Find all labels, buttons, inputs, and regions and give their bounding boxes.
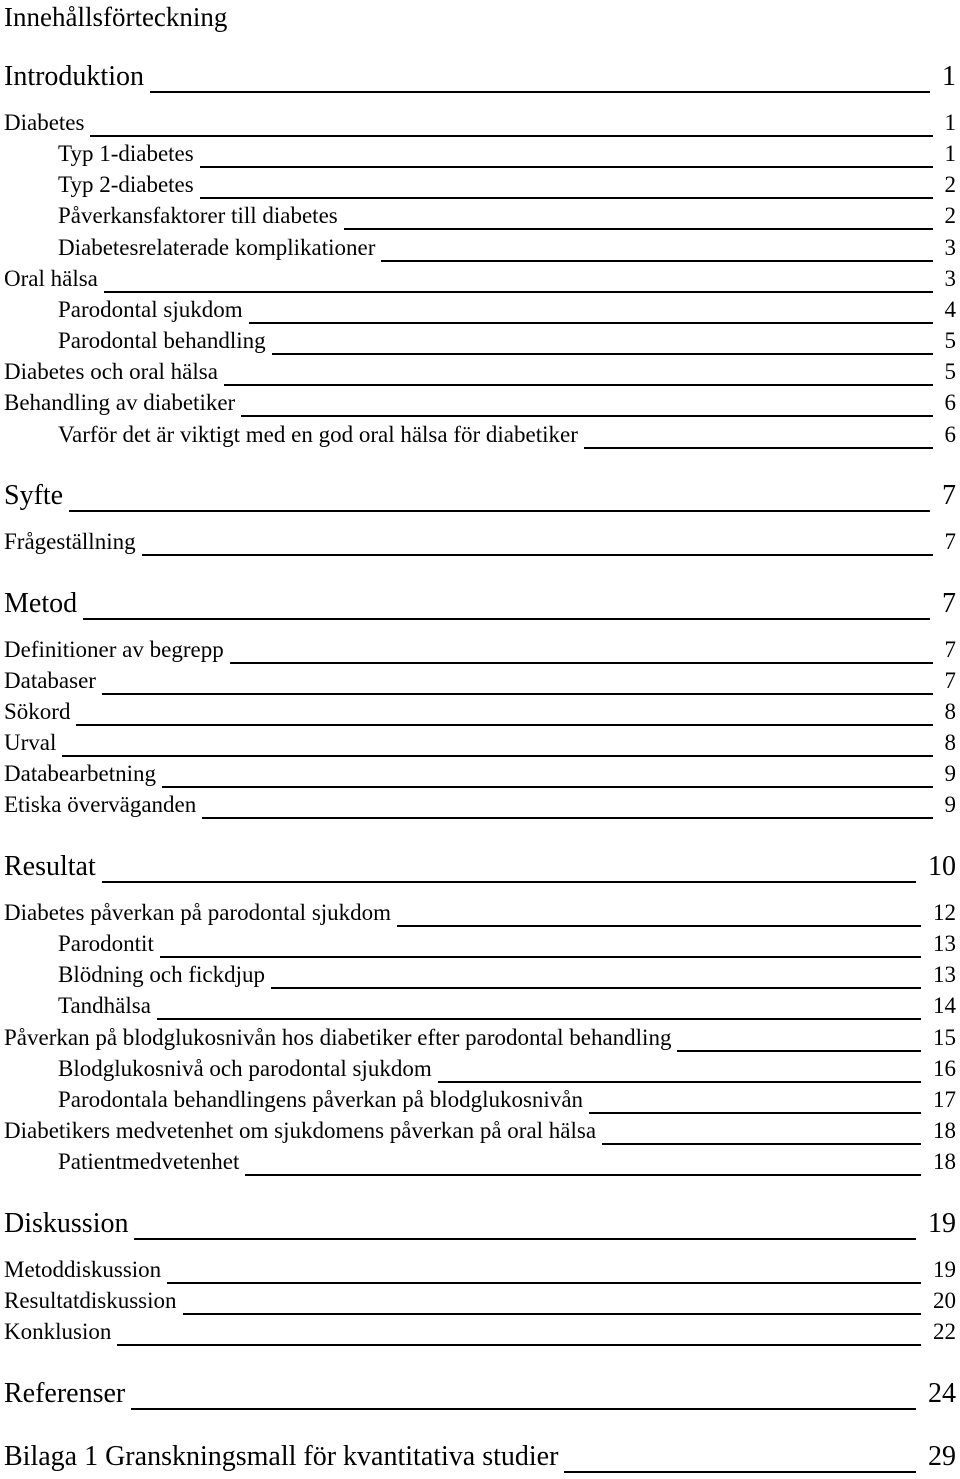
toc-entry-label: Diabetes och oral hälsa	[4, 359, 218, 384]
toc-entry[interactable]	[0, 172, 960, 203]
toc-entry-label: Diabetesrelaterade komplikationer	[58, 235, 376, 260]
toc-leader-line	[589, 1112, 921, 1114]
toc-entry-label: Bilaga 1 Granskningsmall för kvantitativa studier	[4, 1441, 559, 1472]
toc-entry-label: Diabetes	[4, 110, 85, 135]
toc-entry-page-number: 16	[933, 1056, 956, 1081]
toc-entry-page-number: 18	[933, 1118, 956, 1143]
toc-entry-label: Metoddiskussion	[4, 1257, 162, 1282]
toc-entry-label: Metod	[4, 588, 78, 619]
toc-entry-label: Påverkan på blodglukosnivån hos diabetiker efter parodontal behandling	[4, 1025, 672, 1050]
toc-leader-line	[200, 197, 933, 199]
toc-entry-label: Etiska överväganden	[4, 792, 197, 817]
toc-entry-label: Resultatdiskussion	[4, 1288, 177, 1313]
toc-entry-label: Blodglukosnivå och parodontal sjukdom	[58, 1056, 432, 1081]
toc-entry-label: Parodontala behandlingens påverkan på blodglukosnivån	[58, 1087, 584, 1112]
toc-entry-page-number: 4	[944, 297, 956, 322]
toc-leader-line	[438, 1081, 921, 1083]
toc-leader-line	[117, 1344, 921, 1346]
toc-entry-page-number: 19	[928, 1208, 956, 1239]
toc-leader-line	[230, 662, 933, 664]
toc-entry-label: Blödning och fickdjup	[58, 962, 265, 987]
toc-entry[interactable]	[0, 529, 960, 560]
toc-entry[interactable]	[0, 931, 960, 962]
toc-leader-line	[202, 817, 932, 819]
toc-entry[interactable]	[0, 699, 960, 730]
toc-entry-page-number: 5	[944, 328, 956, 353]
toc-leader-line	[183, 1313, 921, 1315]
toc-entry-page-number: 3	[944, 235, 956, 260]
toc-entry-label: Urval	[4, 730, 57, 755]
toc-entry[interactable]	[0, 328, 960, 359]
toc-entry-label: Resultat	[4, 851, 96, 882]
toc-leader-line	[160, 956, 921, 958]
toc-leader-line	[157, 1018, 921, 1020]
toc-entry[interactable]	[0, 761, 960, 792]
toc-leader-line	[69, 510, 930, 512]
toc-entry[interactable]	[0, 993, 960, 1024]
toc-leader-line	[90, 135, 932, 137]
toc-entry-page-number: 24	[928, 1378, 956, 1409]
toc-entry-label: Diabetes påverkan på parodontal sjukdom	[4, 900, 392, 925]
toc-leader-line	[83, 618, 930, 620]
toc-leader-line	[131, 1408, 916, 1410]
toc-leader-line	[150, 91, 930, 93]
toc-entry-label: Typ 2-diabetes	[58, 172, 194, 197]
toc-entry[interactable]	[0, 203, 960, 234]
toc-entry-page-number: 6	[944, 422, 956, 447]
toc-entry[interactable]	[0, 588, 960, 626]
toc-entry[interactable]	[0, 266, 960, 297]
toc-entry-label: Varför det är viktigt med en god oral hälsa för diabetiker	[58, 422, 578, 447]
toc-entry-page-number: 9	[944, 792, 956, 817]
toc-entry-page-number: 9	[944, 761, 956, 786]
toc-entry-label: Databaser	[4, 668, 96, 693]
toc-entry[interactable]	[0, 141, 960, 172]
toc-entry[interactable]	[0, 1378, 960, 1416]
toc-entry-page-number: 19	[933, 1257, 956, 1282]
toc-entry-page-number: 7	[942, 480, 956, 511]
toc-entry-page-number: 29	[928, 1441, 956, 1472]
toc-entry-label: Behandling av diabetiker	[4, 390, 236, 415]
toc-leader-line	[134, 1238, 916, 1240]
toc-leader-line	[224, 384, 933, 386]
toc-leader-line	[249, 322, 933, 324]
toc-entry-label: Parodontit	[58, 931, 154, 956]
toc-entry-page-number: 10	[928, 851, 956, 882]
toc-entry[interactable]	[0, 851, 960, 889]
toc-entry-label: Frågeställning	[4, 529, 136, 554]
toc-entry[interactable]	[0, 61, 960, 99]
toc-leader-line	[344, 228, 933, 230]
toc-entry-page-number: 14	[933, 993, 956, 1018]
toc-entry-label: Diskussion	[4, 1208, 129, 1239]
toc-entry[interactable]	[0, 637, 960, 668]
toc-entry-label: Parodontal sjukdom	[58, 297, 243, 322]
toc-entry-page-number: 7	[942, 588, 956, 619]
toc-leader-line	[142, 554, 933, 556]
toc-entry-page-number: 12	[933, 900, 956, 925]
toc-leader-line	[102, 881, 916, 883]
toc-entry[interactable]	[0, 1056, 960, 1087]
toc-entry[interactable]	[0, 1441, 960, 1479]
toc-entry-page-number: 22	[933, 1319, 956, 1344]
toc-entry[interactable]	[0, 422, 960, 453]
toc-leader-line	[76, 724, 932, 726]
toc-entry-page-number: 2	[944, 172, 956, 197]
toc-entry[interactable]	[0, 110, 960, 141]
toc-entry[interactable]	[0, 1319, 960, 1350]
toc-title: Innehållsförteckning	[4, 2, 228, 32]
toc-entry-label: Syfte	[4, 480, 64, 511]
toc-leader-line	[272, 353, 933, 355]
toc-leader-line	[271, 987, 921, 989]
toc-entry-page-number: 15	[933, 1025, 956, 1050]
toc-entry-label: Referenser	[4, 1378, 126, 1409]
toc-entry-page-number: 3	[944, 266, 956, 291]
toc-leader-line	[241, 415, 932, 417]
toc-entry-page-number: 6	[944, 390, 956, 415]
toc-entry-page-number: 13	[933, 962, 956, 987]
toc-leader-line	[104, 291, 933, 293]
toc-entry-page-number: 20	[933, 1288, 956, 1313]
toc-entry-page-number: 17	[933, 1087, 956, 1112]
toc-entry-page-number: 8	[944, 730, 956, 755]
toc-entry[interactable]	[0, 1118, 960, 1149]
toc-entry[interactable]	[0, 359, 960, 390]
toc-entry[interactable]	[0, 1288, 960, 1319]
toc-entry-page-number: 7	[944, 637, 956, 662]
toc-entry-label: Konklusion	[4, 1319, 112, 1344]
toc-entry[interactable]	[0, 235, 960, 266]
toc-leader-line	[200, 166, 933, 168]
toc-entry[interactable]	[0, 900, 960, 931]
toc-entry-label: Påverkansfaktorer till diabetes	[58, 203, 338, 228]
toc-leader-line	[102, 693, 933, 695]
toc-entry-page-number: 7	[944, 668, 956, 693]
toc-entry-page-number: 7	[944, 529, 956, 554]
toc-entry[interactable]	[0, 480, 960, 518]
toc-entry[interactable]	[0, 1087, 960, 1118]
toc-entry-label: Typ 1-diabetes	[58, 141, 194, 166]
toc-entry-page-number: 2	[944, 203, 956, 228]
toc-leader-line	[677, 1050, 921, 1052]
toc-leader-line	[584, 447, 933, 449]
toc-leader-line	[162, 786, 933, 788]
toc-entry-page-number: 8	[944, 699, 956, 724]
toc-entry[interactable]	[0, 1025, 960, 1056]
toc-entry-page-number: 1	[942, 61, 956, 92]
toc-entry-page-number: 1	[944, 110, 956, 135]
toc-entry-label: Sökord	[4, 699, 71, 724]
toc-entry-label: Databearbetning	[4, 761, 156, 786]
toc-entry-page-number: 1	[944, 141, 956, 166]
toc-entry-label: Oral hälsa	[4, 266, 98, 291]
toc-entry[interactable]	[0, 1149, 960, 1180]
toc-leader-line	[397, 925, 921, 927]
toc-leader-line	[602, 1143, 921, 1145]
toc-entry-page-number: 18	[933, 1149, 956, 1174]
toc-entry[interactable]	[0, 1257, 960, 1288]
toc-entry[interactable]	[0, 668, 960, 699]
toc-entry[interactable]	[0, 730, 960, 761]
toc-entry-label: Definitioner av begrepp	[4, 637, 224, 662]
toc-entry-label: Diabetikers medvetenhet om sjukdomens påverkan på oral hälsa	[4, 1118, 597, 1143]
toc-entry[interactable]	[0, 390, 960, 421]
toc-entry-page-number: 5	[944, 359, 956, 384]
toc-leader-line	[245, 1174, 921, 1176]
toc-leader-line	[381, 260, 932, 262]
toc-entry-label: Patientmedvetenhet	[58, 1149, 240, 1174]
toc-entry[interactable]	[0, 1208, 960, 1246]
toc-leader-line	[167, 1282, 921, 1284]
toc-entry-page-number: 13	[933, 931, 956, 956]
toc-entry[interactable]	[0, 792, 960, 823]
toc-entry[interactable]	[0, 962, 960, 993]
toc-entry[interactable]	[0, 297, 960, 328]
toc-entry-label: Parodontal behandling	[58, 328, 266, 353]
toc-entry-label: Tandhälsa	[58, 993, 151, 1018]
toc-leader-line	[564, 1471, 916, 1473]
toc-leader-line	[62, 755, 932, 757]
toc-entry-label: Introduktion	[4, 61, 144, 92]
